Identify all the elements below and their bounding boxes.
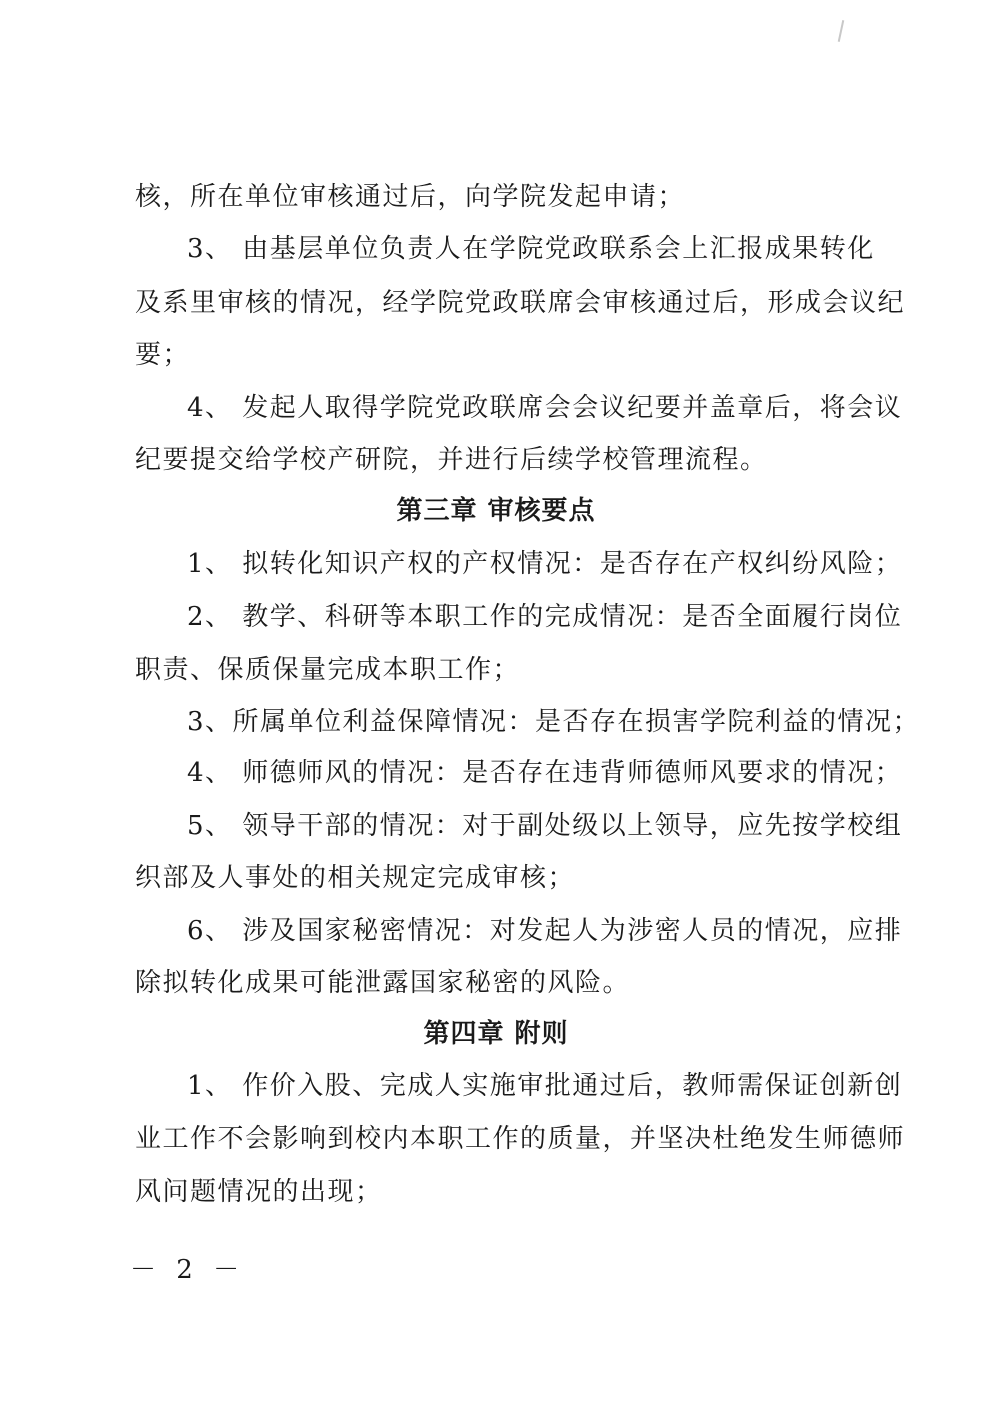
item-3-line-1: 3、 由基层单位负责人在学院党政联系会上汇报成果转化 (187, 234, 875, 264)
appendix-item-1-line-1: 1、 作价入股、完成人实施审批通过后，教师需保证创新创 (187, 1071, 903, 1101)
review-item-3: 3、所属单位利益保障情况：是否存在损害学院利益的情况； (187, 707, 921, 737)
paragraph-line: 核，所在单位审核通过后，向学院发起申请； (135, 182, 686, 212)
item-3-line-2: 及系里审核的情况，经学院党政联席会审核通过后，形成会议纪 (135, 288, 906, 318)
review-item-2-line-2: 职责、保质保量完成本职工作； (135, 655, 521, 685)
review-item-4: 4、 师德师风的情况：是否存在违背师德师风要求的情况； (187, 758, 903, 788)
chapter-3-heading: 第三章 审核要点 (396, 496, 596, 526)
review-item-2-line-1: 2、 教学、科研等本职工作的完成情况：是否全面履行岗位 (187, 602, 903, 632)
review-item-6-line-2: 除拟转化成果可能泄露国家秘密的风险。 (135, 968, 631, 998)
review-item-5-line-2: 织部及人事处的相关规定完成审核； (135, 863, 576, 893)
item-4-line-2: 纪要提交给学校产研院，并进行后续学校管理流程。 (135, 445, 768, 475)
scan-mark (838, 20, 845, 42)
page-number: － 2 － (130, 1255, 246, 1285)
review-item-6-line-1: 6、 涉及国家秘密情况：对发起人为涉密人员的情况，应排 (187, 916, 903, 946)
item-3-line-3: 要； (135, 340, 191, 370)
chapter-4-heading: 第四章 附则 (423, 1019, 569, 1049)
appendix-item-1-line-2: 业工作不会影响到校内本职工作的质量，并坚决杜绝发生师德师 (135, 1124, 906, 1154)
appendix-item-1-line-3: 风问题情况的出现； (135, 1177, 383, 1207)
review-item-5-line-1: 5、 领导干部的情况：对于副处级以上领导，应先按学校组 (187, 811, 903, 841)
review-item-1: 1、 拟转化知识产权的产权情况：是否存在产权纠纷风险； (187, 549, 903, 579)
item-4-line-1: 4、 发起人取得学院党政联席会会议纪要并盖章后，将会议 (187, 393, 903, 423)
